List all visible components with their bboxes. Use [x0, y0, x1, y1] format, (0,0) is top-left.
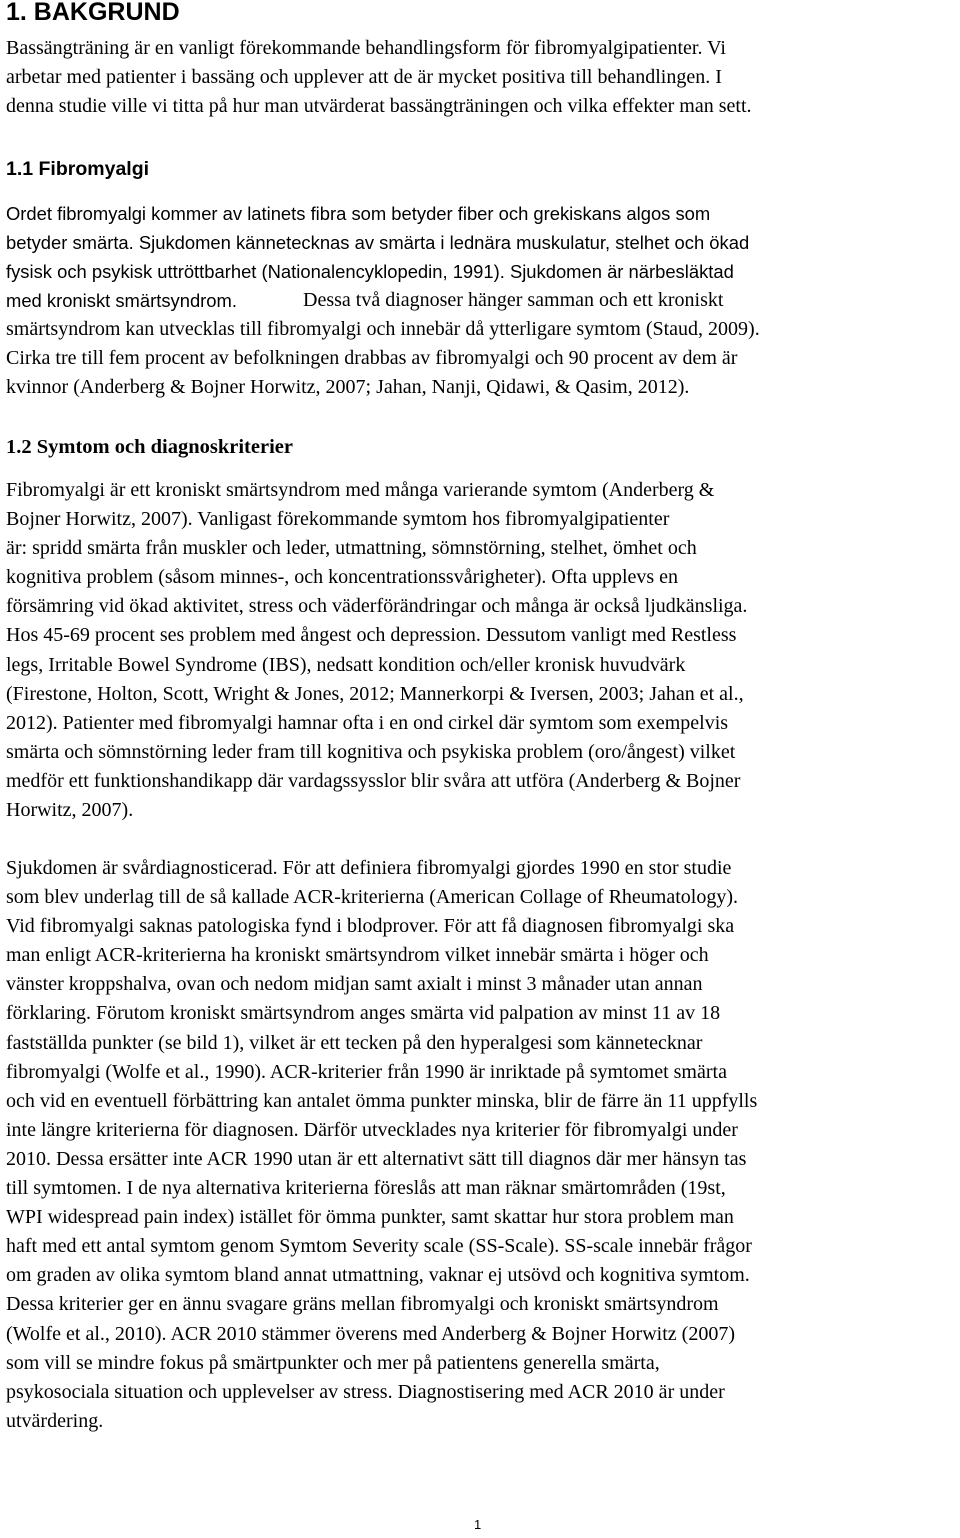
diagnos-paragraph: Sjukdomen är svårdiagnosticerad. För att definiera fibromyalgi gjordes 1990 en stor studie som blev underlag till de så kallade ACR-kriterierna (American Collage of Rheumatology). Vid fibromyalgi saknas patologiska fynd i blodprover. För att få diagnosen fibromyalgi ska man enligt ACR-kriterierna ha kroniskt smärtsyndrom vilket innebär smärta i höger och vänster kroppshalva, ovan och nedom midjan samt axialt i minst 3 månader utan annan förklaring. Förutom kroniskt smärtsyndrom anges smärta vid palpation av minst 11 av 18 fastställda punkter (se bild 1), vilket är ett tecken på den hyperalgesi som kännetecknar fibromyalgi (Wolfe et al., 1990). ACR-kriterier från 1990 är inriktade på symtomet smärta och vid en eventuell förbättring kan antalet ömma punkter minska, blir de färre än 11 uppfylls inte längre kriterierna för diagnosen. Därför utvecklades nya kriterier för fibromyalgi under 2010. Dessa ersätter inte ACR 1990 utan är ett alternativt sätt till diagnos där mer hänsyn tas till symtomen. I de nya alternativa kriterierna föreslås att man räknar smärtområden (19st, WPI widespread pain index) istället för ömma punkter, samt skattar hur stora problem man haft med ett antal symtom genom Symtom Severity scale (SS-Scale). SS-scale innebär frågor om graden av olika symtom bland annat utmattning, vaknar ej utsövd och kognitiva symtom. Dessa kriterier ger en ännu svagare gräns mellan fibromyalgi och kroniskt smärtsyndrom (Wolfe et al., 2010). ACR 2010 stämmer överens med Anderberg & Bojner Horwitz (2007) som vill se mindre fokus på smärtpunkter och mer på patientens generella smärta, psykosociala situation och upplevelser av stress. Diagnostisering med ACR 2010 är under utvärdering. [6, 857, 758, 1432]
intro-paragraph: Bassängträning är en vanligt förekommande behandlingsform för fibromyalgipatienter. Vi arbetar med patienter i bassäng och upplever att de är mycket positiva till behandlingen. I denna studie ville vi titta på hur man utvärderat bassängträningen och vilka effekter man sett. [6, 37, 752, 118]
subsection-heading-symtom: 1.2 Symtom och diagnoskriterier [6, 436, 293, 458]
page-number: 1 [474, 1517, 482, 1532]
subsection-heading-fibromyalgi: 1.1 Fibromyalgi [6, 158, 150, 180]
fibromyalgi-paragraph-continued: Dessa två diagnoser hänger samman och ett kroniskt smärtsyndrom kan utvecklas till fibromyalgi och innebär då ytterligare symtom (Staud, 2009). Cirka tre till fem procent av befolkningen drabbas av fibromyalgi och 90 procent av dem är kvinnor (Anderberg & Bojner Horwitz, 2007; Jahan, Nanji, Qidawi, & Qasim, 2012). [6, 289, 760, 399]
symtom-paragraph: Fibromyalgi är ett kroniskt smärtsyndrom med många varierande symtom (Anderberg & Bojner Horwitz, 2007). Vanligast förekommande symtom hos fibromyalgipatienter är: spridd smärta från muskler och leder, utmattning, sömnstörning, stelhet, ömhet och kognitiva problem (såsom minnes-, och koncentrationssvårigheter). Ofta upplevs en försämring vid ökad aktivitet, stress och väderförändringar och många är också ljudkänsliga. Hos 45-69 procent ses problem med ångest och depression. Dessutom vanligt med Restless legs, Irritable Bowel Syndrome (IBS), nedsatt kondition och/eller kronisk huvudvärk (Firestone, Holton, Scott, Wright & Jones, 2012; Mannerkorpi & Iversen, 2003; Jahan et al., 2012). Patienter med fibromyalgi hamnar ofta i en ond cirkel där symtom som exempelvis smärta och sömnstörning leder fram till kognitiva och psykiska problem (oro/ångest) vilket medför ett funktionshandikapp där vardagssysslor blir svåra att utföra (Anderberg & Bojner Horwitz, 2007). [6, 479, 748, 822]
fibromyalgi-paragraph: Ordet fibromyalgi kommer av latinets fibra som betyder fiber och grekiskans algos som betyder smärta. Sjukdomen kännetecknas av smärta i lednära muskulatur, stelhet och ökad fysisk och psykisk uttröttbarhet (Nationalencyklopedin, 1991). Sjukdomen är närbesläktad med kroniskt smärtsyndrom. [6, 203, 750, 312]
section-heading-bakgrund: 1. BAKGRUND [6, 0, 180, 26]
